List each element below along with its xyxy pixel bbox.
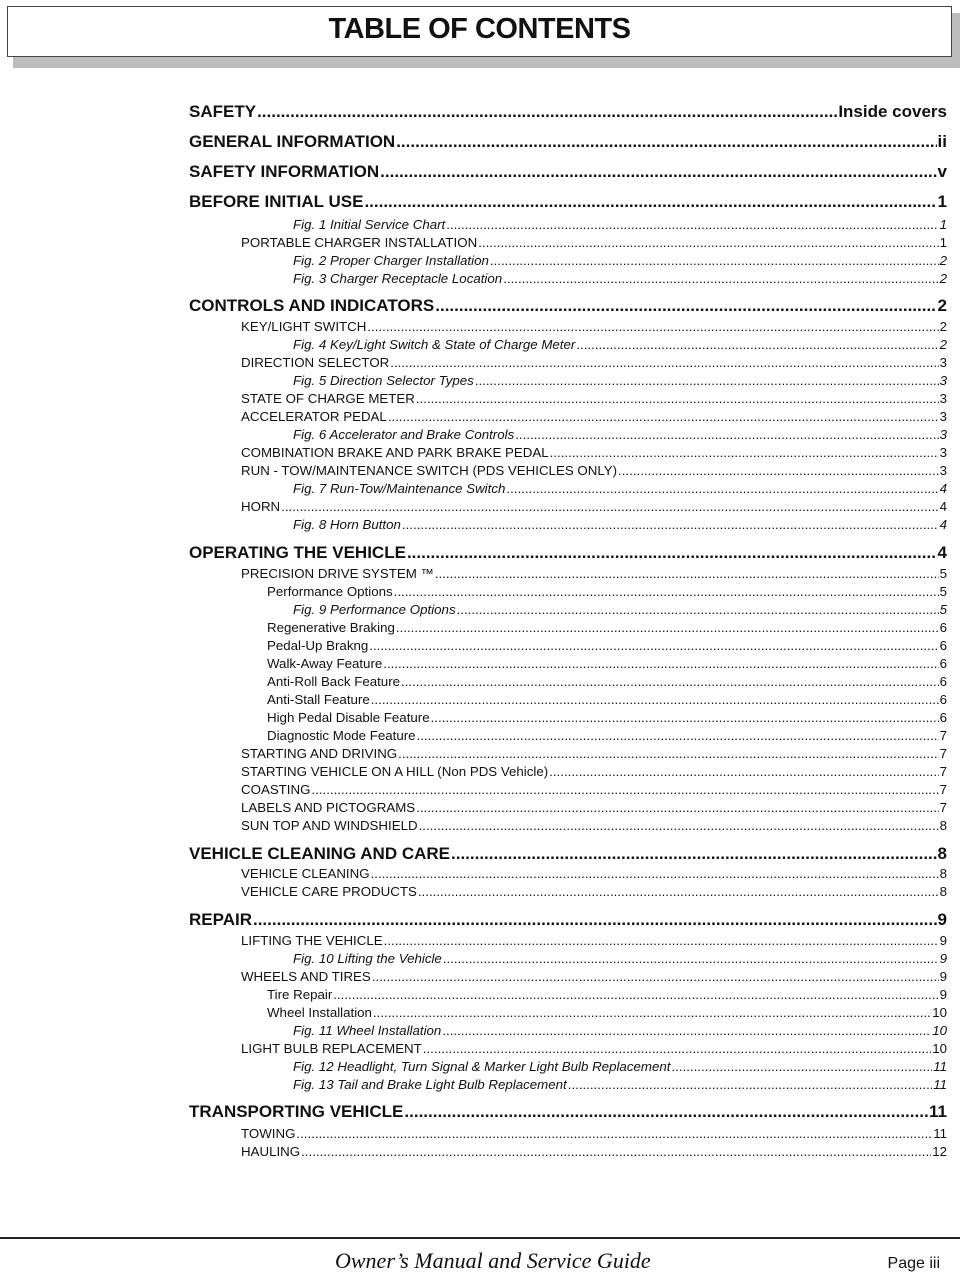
dot-leader (257, 102, 837, 122)
toc-entry-title: SUN TOP AND WINDSHIELD (241, 818, 418, 833)
toc-entry[interactable] (267, 710, 947, 725)
toc-entry-page: 9 (939, 969, 947, 984)
toc-entry-title: Fig. 4 Key/Light Switch & State of Charge Meter (293, 337, 576, 352)
toc-figure[interactable] (293, 1023, 947, 1038)
toc-entry-title: PRECISION DRIVE SYSTEM ™ (241, 566, 434, 581)
toc-entry[interactable] (267, 674, 947, 689)
toc-entry-page: 4 (939, 499, 947, 514)
dot-leader (475, 373, 939, 388)
toc-entry-page: 10 (932, 1023, 947, 1038)
toc-figure[interactable] (293, 517, 947, 532)
dot-leader (451, 844, 937, 864)
toc-section[interactable] (189, 1102, 947, 1122)
toc-entry-title: ACCELERATOR PEDAL (241, 409, 387, 424)
toc-entry[interactable] (267, 620, 947, 635)
dot-leader (402, 517, 939, 532)
toc-entry-title: LIFTING THE VEHICLE (241, 933, 383, 948)
dot-leader (372, 969, 939, 984)
toc-entry-page: 11 (933, 1126, 947, 1141)
toc-entry-title: COMBINATION BRAKE AND PARK BRAKE PEDAL (241, 445, 549, 460)
dot-leader (442, 1023, 931, 1038)
dot-leader (431, 710, 939, 725)
toc-entry-page: 5 (939, 566, 947, 581)
toc-entry-page: 1 (939, 217, 947, 232)
toc-entry-title: RUN - TOW/MAINTENANCE SWITCH (PDS VEHICLES ONLY) (241, 463, 618, 478)
dot-leader (388, 409, 939, 424)
toc-entry-page: 2 (939, 319, 947, 334)
dot-leader (435, 566, 939, 581)
toc-entry[interactable] (267, 728, 947, 743)
toc-entry[interactable] (241, 782, 947, 797)
page-title: TABLE OF CONTENTS (328, 13, 631, 45)
toc-entry[interactable] (267, 692, 947, 707)
toc-entry[interactable] (241, 445, 947, 460)
toc-entry-title: Fig. 9 Performance Options (293, 602, 456, 617)
toc-section[interactable] (189, 296, 947, 316)
toc-entry-title: Tire Repair (267, 987, 333, 1002)
toc-entry[interactable] (241, 499, 947, 514)
dot-leader (401, 674, 939, 689)
toc-entry-title: Anti-Stall Feature (267, 692, 370, 707)
toc-figure[interactable] (293, 602, 947, 617)
toc-entry-title: LIGHT BULB REPLACEMENT (241, 1041, 422, 1056)
toc-entry[interactable] (267, 638, 947, 653)
toc-entry-title: KEY/LIGHT SWITCH (241, 319, 367, 334)
dot-leader (281, 499, 938, 514)
toc-entry-title: VEHICLE CLEANING AND CARE (189, 844, 450, 863)
toc-section[interactable] (189, 132, 947, 152)
dot-leader (373, 1005, 931, 1020)
toc-entry-title: BEFORE INITIAL USE (189, 192, 364, 211)
dot-leader (457, 602, 939, 617)
toc-entry-page: 1 (937, 192, 947, 211)
toc-entry[interactable] (241, 866, 947, 881)
dot-leader (550, 445, 939, 460)
toc-entry-title: HORN (241, 499, 281, 514)
dot-leader (371, 692, 939, 707)
toc-entry-page: 7 (939, 782, 947, 797)
toc-entry-title: WHEELS AND TIRES (241, 969, 371, 984)
toc-entry-page: 5 (939, 584, 947, 599)
dot-leader (404, 1102, 928, 1122)
toc-entry-title: CONTROLS AND INDICATORS (189, 296, 435, 315)
dot-leader (416, 391, 939, 406)
toc-entry-page: 6 (939, 620, 947, 635)
toc-entry[interactable] (241, 566, 947, 581)
dot-leader (396, 620, 939, 635)
toc-entry-page: 3 (939, 445, 947, 460)
toc-entry-title: STARTING AND DRIVING (241, 746, 398, 761)
toc-entry-page: 3 (939, 427, 947, 442)
toc-entry-page: Inside covers (838, 102, 947, 121)
dot-leader (418, 884, 939, 899)
toc-entry-page: 2 (939, 271, 947, 286)
toc-entry-page: 7 (939, 746, 947, 761)
toc-entry-title: Fig. 11 Wheel Installation (293, 1023, 442, 1038)
toc-entry-title: DIRECTION SELECTOR (241, 355, 390, 370)
toc-section[interactable] (189, 162, 947, 182)
toc-entry-title: Pedal-Up Brakng (267, 638, 369, 653)
toc-entry-page: 12 (932, 1144, 947, 1159)
toc-entry-title: STATE OF CHARGE METER (241, 391, 415, 406)
dot-leader (398, 746, 938, 761)
toc-entry[interactable] (241, 800, 947, 815)
toc-figure[interactable] (293, 253, 947, 268)
toc-entry-page: 6 (939, 692, 947, 707)
toc-entry-title: PORTABLE CHARGER INSTALLATION (241, 235, 478, 250)
toc-entry-title: HAULING (241, 1144, 301, 1159)
toc-entry-page: 7 (939, 764, 947, 779)
toc-entry-page: 2 (939, 253, 947, 268)
toc-entry-page: 9 (939, 933, 947, 948)
toc-figure[interactable] (293, 337, 947, 352)
toc-entry[interactable] (241, 818, 947, 833)
toc-entry[interactable] (241, 391, 947, 406)
toc-entry-title: REPAIR (189, 910, 252, 929)
dot-leader (423, 1041, 931, 1056)
toc-entry-page: 11 (933, 1077, 947, 1092)
toc-entry-title: High Pedal Disable Feature (267, 710, 430, 725)
dot-leader (380, 162, 936, 182)
toc-entry-title: Fig. 12 Headlight, Turn Signal & Marker Light Bulb Replacement (293, 1059, 671, 1074)
dot-leader (506, 481, 938, 496)
dot-leader (478, 235, 938, 250)
toc-entry-page: 10 (932, 1005, 947, 1020)
dot-leader (576, 337, 938, 352)
toc-entry-title: Fig. 6 Accelerator and Brake Controls (293, 427, 515, 442)
toc-figure[interactable] (293, 427, 947, 442)
dot-leader (367, 319, 938, 334)
title-banner (7, 6, 952, 57)
toc-figure[interactable] (293, 373, 947, 388)
toc-entry-page: 6 (939, 638, 947, 653)
toc-entry-title: STARTING VEHICLE ON A HILL (Non PDS Vehicle) (241, 764, 549, 779)
toc-entry[interactable] (241, 319, 947, 334)
toc-entry-page: 4 (939, 481, 947, 496)
toc-entry-title: Diagnostic Mode Feature (267, 728, 416, 743)
toc-entry-page: 3 (939, 391, 947, 406)
toc-entry-title: Fig. 5 Direction Selector Types (293, 373, 474, 388)
toc-entry[interactable] (241, 1144, 947, 1159)
toc-entry-title: OPERATING THE VEHICLE (189, 543, 406, 562)
toc-section[interactable] (189, 543, 947, 563)
toc-entry-title: SAFETY INFORMATION (189, 162, 380, 181)
dot-leader (568, 1077, 932, 1092)
toc-figure[interactable] (293, 1077, 947, 1092)
dot-leader (384, 933, 939, 948)
toc-entry-page: 8 (939, 884, 947, 899)
toc-entry-title: TOWING (241, 1126, 296, 1141)
dot-leader (671, 1059, 932, 1074)
toc-entry[interactable] (241, 409, 947, 424)
toc-entry[interactable] (241, 764, 947, 779)
toc-entry-page: ii (937, 132, 947, 151)
dot-leader (371, 866, 939, 881)
dot-leader (311, 782, 938, 797)
toc-entry[interactable] (241, 463, 947, 478)
toc-entry-page: 2 (939, 337, 947, 352)
toc-entry-page: 10 (932, 1041, 947, 1056)
dot-leader (417, 728, 939, 743)
toc-entry-title: GENERAL INFORMATION (189, 132, 396, 151)
toc-entry[interactable] (267, 1005, 947, 1020)
toc-figure[interactable] (293, 951, 947, 966)
toc-entry-title: Walk-Away Feature (267, 656, 383, 671)
footer-guide-title: Owner’s Manual and Service Guide (335, 1248, 651, 1273)
toc-entry-title: Fig. 2 Proper Charger Installation (293, 253, 489, 268)
toc-figure[interactable] (293, 1059, 947, 1074)
toc-entry-page: 6 (939, 710, 947, 725)
toc-entry[interactable] (241, 1041, 947, 1056)
toc-entry[interactable] (241, 355, 947, 370)
toc-entry-title: Fig. 1 Initial Service Chart (293, 217, 446, 232)
dot-leader (364, 192, 936, 212)
toc-entry-title: LABELS AND PICTOGRAMS (241, 800, 416, 815)
dot-leader (503, 271, 938, 286)
toc-entry[interactable] (241, 1126, 947, 1141)
toc-entry-page: 7 (939, 800, 947, 815)
toc-figure[interactable] (293, 217, 947, 232)
toc-section[interactable] (189, 102, 947, 122)
toc-entry[interactable] (267, 656, 947, 671)
toc-entry-page: 4 (939, 517, 947, 532)
dot-leader (407, 543, 937, 563)
toc-entry-page: 6 (939, 656, 947, 671)
toc-entry[interactable] (241, 235, 947, 250)
dot-leader (435, 296, 936, 316)
toc-entry-page: 4 (937, 543, 947, 562)
dot-leader (383, 656, 938, 671)
toc-section[interactable] (189, 192, 947, 212)
toc-entry-page: 6 (939, 674, 947, 689)
toc-entry-page: 9 (937, 910, 947, 929)
toc-entry-page: 1 (939, 235, 947, 250)
dot-leader (394, 584, 939, 599)
dot-leader (549, 764, 938, 779)
toc-entry-page: 8 (939, 818, 947, 833)
dot-leader (443, 951, 939, 966)
dot-leader (416, 800, 938, 815)
dot-leader (618, 463, 939, 478)
dot-leader (333, 987, 938, 1002)
dot-leader (253, 910, 937, 930)
toc-entry-page: 3 (939, 409, 947, 424)
dot-leader (369, 638, 938, 653)
footer-page-number: Page iii (887, 1255, 940, 1272)
toc-entry-title: Fig. 7 Run-Tow/Maintenance Switch (293, 481, 506, 496)
toc-section[interactable] (189, 910, 947, 930)
toc-entry-page: 8 (937, 844, 947, 863)
dot-leader (490, 253, 939, 268)
toc-entry-title: VEHICLE CLEANING (241, 866, 370, 881)
toc-entry-title: Fig. 8 Horn Button (293, 517, 401, 532)
dot-leader (515, 427, 938, 442)
toc-entry-page: 7 (939, 728, 947, 743)
toc-entry[interactable] (241, 884, 947, 899)
toc-entry-page: v (937, 162, 947, 181)
toc-figure[interactable] (293, 271, 947, 286)
toc-entry[interactable] (241, 969, 947, 984)
toc-entry-title: Performance Options (267, 584, 393, 599)
dot-leader (296, 1126, 932, 1141)
toc-entry[interactable] (267, 987, 947, 1002)
toc-entry-title: COASTING (241, 782, 311, 797)
toc-entry[interactable] (241, 933, 947, 948)
toc-entry-page: 8 (939, 866, 947, 881)
toc-entry-title: TRANSPORTING VEHICLE (189, 1102, 404, 1121)
toc-entry-page: 3 (939, 373, 947, 388)
dot-leader (390, 355, 938, 370)
toc-entry-title: VEHICLE CARE PRODUCTS (241, 884, 417, 899)
toc-entry-title: Wheel Installation (267, 1005, 372, 1020)
toc-entry-page: 9 (939, 951, 947, 966)
toc-entry-title: Fig. 13 Tail and Brake Light Bulb Replacement (293, 1077, 567, 1092)
toc-entry-title: Fig. 10 Lifting the Vehicle (293, 951, 442, 966)
toc-entry-page: 11 (929, 1102, 947, 1121)
toc-section[interactable] (189, 844, 947, 864)
toc-entry-page: 11 (933, 1059, 947, 1074)
toc-entry[interactable] (241, 746, 947, 761)
toc-entry[interactable] (267, 584, 947, 599)
dot-leader (301, 1144, 931, 1159)
toc-entry-page: 3 (939, 355, 947, 370)
toc-entry-page: 3 (939, 463, 947, 478)
toc-entry-page: 9 (939, 987, 947, 1002)
toc-entry-page: 5 (939, 602, 947, 617)
dot-leader (419, 818, 939, 833)
toc-figure[interactable] (293, 481, 947, 496)
toc-entry-title: Fig. 3 Charger Receptacle Location (293, 271, 503, 286)
toc-entry-title: SAFETY (189, 102, 257, 121)
dot-leader (446, 217, 938, 232)
footer-divider (0, 1237, 960, 1239)
dot-leader (396, 132, 936, 152)
toc-entry-page: 2 (937, 296, 947, 315)
toc-entry-title: Regenerative Braking (267, 620, 395, 635)
toc-entry-title: Anti-Roll Back Feature (267, 674, 401, 689)
